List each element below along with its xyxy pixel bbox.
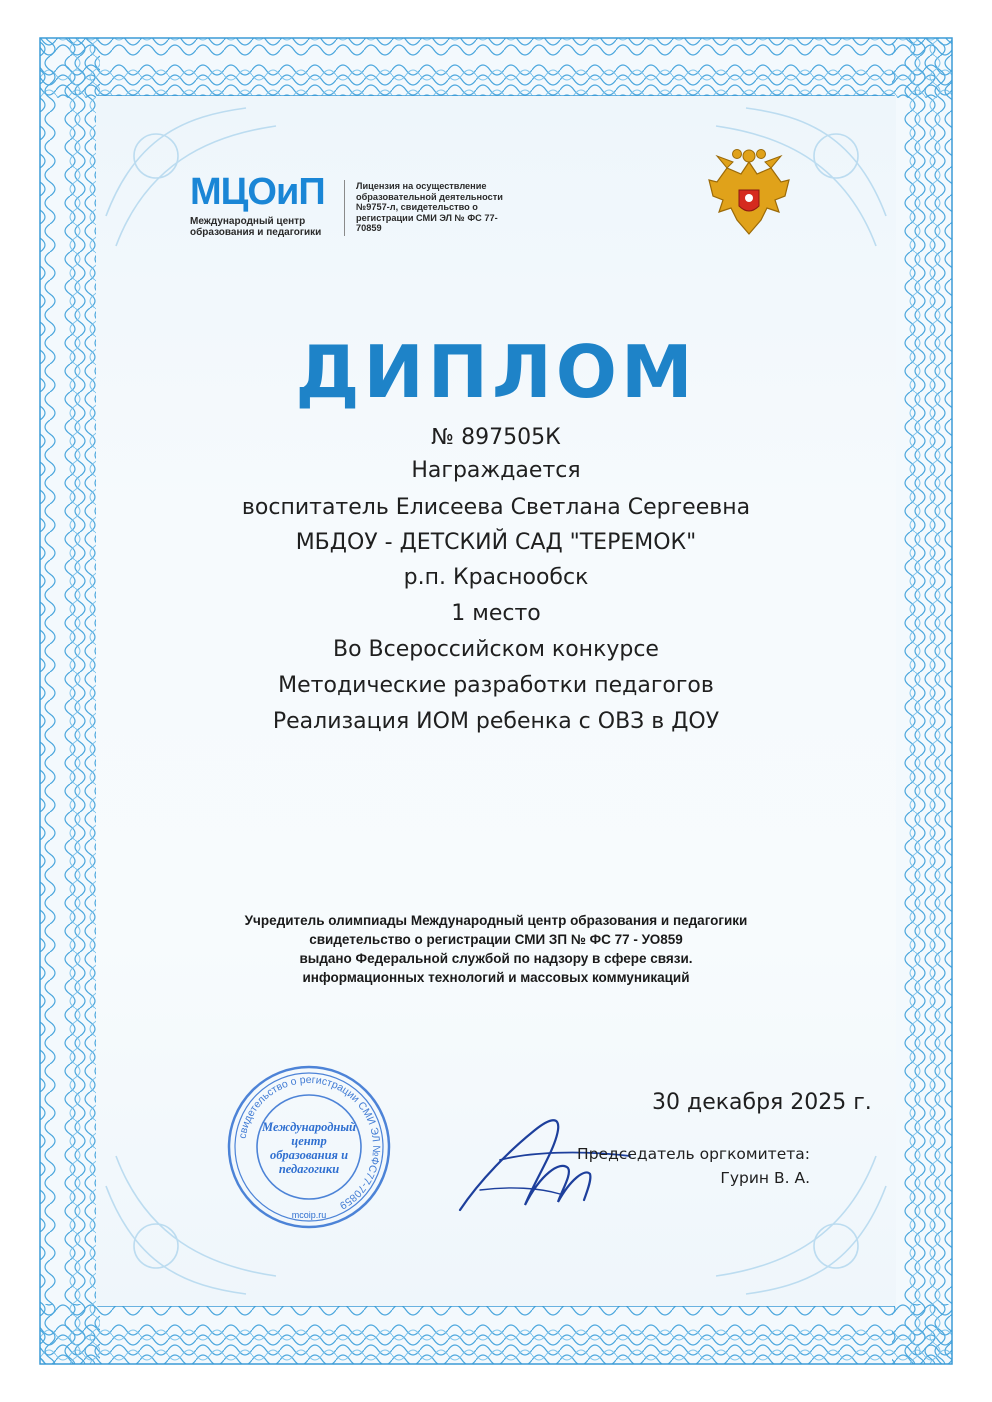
logo-wordmark: МЦОиП	[190, 171, 325, 213]
logo-subtitle: Международный центр образования и педагогики	[190, 216, 322, 238]
founder-info	[0, 911, 992, 987]
awarded-label: Награждается	[411, 458, 581, 483]
organization-name: МБДОУ - ДЕТСКИЙ САД "ТЕРЕМОК"	[295, 530, 697, 555]
diploma-title: ДИПЛОМ	[295, 330, 697, 414]
recipient-name: воспитатель Елисеева Светлана Сергеевна	[241, 495, 751, 520]
founder-line: информационных технологий и массовых коммуникаций	[302, 970, 690, 985]
location: р.п. Краснообск	[403, 565, 589, 590]
stamp-site-text: mcoip.ru	[291, 1210, 327, 1220]
founder-line: Учредитель олимпиады Международный центр образования и педагогики	[244, 913, 748, 928]
issue-date: 30 декабря 2025 г.	[652, 1090, 872, 1115]
organization-logo	[190, 172, 340, 238]
stamp-ring-text: свидетельство о регистрации СМИ ЭЛ №ФС77-70859	[236, 1073, 383, 1212]
contest-name: Во Всероссийском конкурсе	[333, 637, 659, 662]
diploma-number: № 897505К	[431, 425, 561, 450]
header-divider	[344, 180, 345, 236]
stamp-center-text: Международный центр образования и педагогики	[262, 1120, 356, 1176]
organization-stamp	[224, 1062, 394, 1232]
founder-line: свидетельство о регистрации СМИ ЗП № ФС 77 - УО859	[309, 932, 683, 947]
place-award: 1 место	[451, 601, 541, 626]
work-title: Реализация ИОМ ребенка с ОВЗ в ДОУ	[272, 709, 720, 734]
founder-line: выдано Федеральной службой по надзору в сфере связи.	[299, 951, 693, 966]
license-text: Лицензия на осуществление образовательной деятельности №9757-л, свидетельство о регистрации СМИ ЭЛ № ФС 77-70859	[356, 181, 503, 233]
russian-coat-of-arms-icon	[697, 142, 801, 246]
nomination: Методические разработки педагогов	[278, 673, 714, 698]
chairman-block	[540, 1142, 810, 1190]
chairman-role: Председатель оргкомитета:	[577, 1145, 810, 1163]
chairman-name: Гурин В. А.	[720, 1169, 810, 1187]
